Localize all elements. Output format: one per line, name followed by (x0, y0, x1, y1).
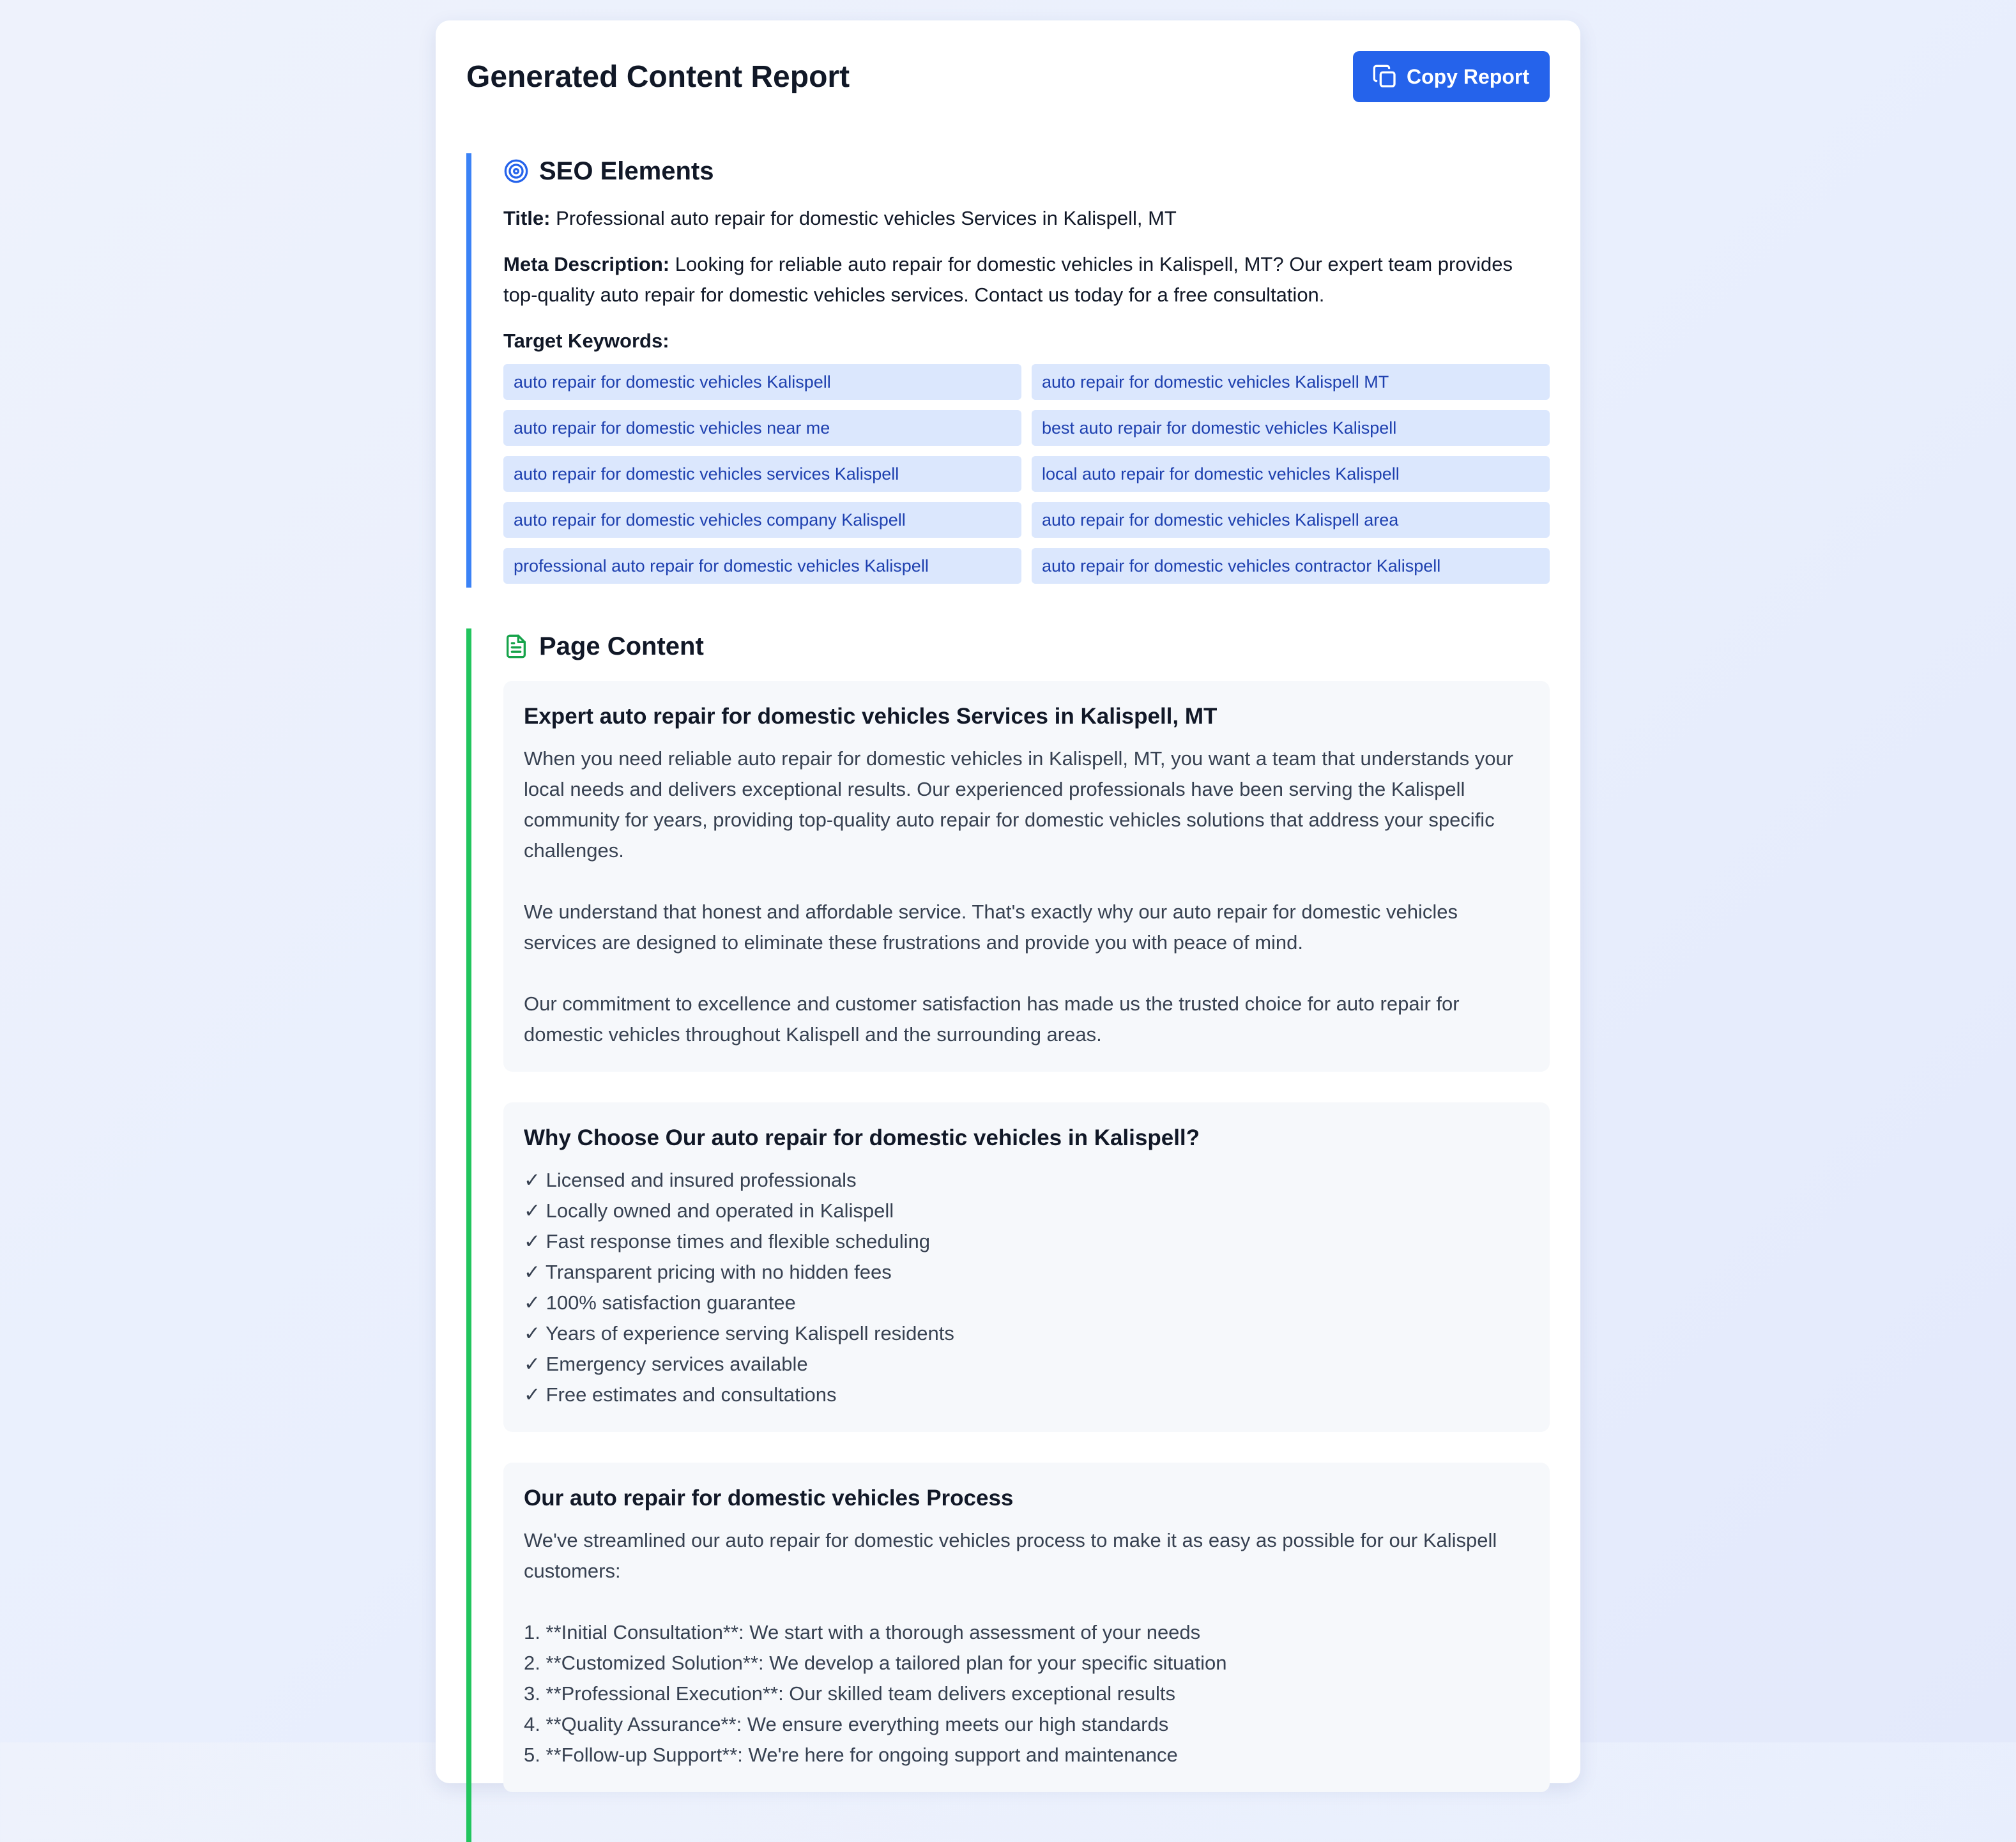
intro-heading: Expert auto repair for domestic vehicles Services in Kalispell, MT (524, 704, 1218, 729)
seo-section (466, 153, 1550, 588)
list-item: ✓ Free estimates and consultations (524, 1383, 837, 1406)
intro-paragraph: We understand that honest and affordable service. That's exactly why our auto repair for domestic vehicles services are designed to eliminate these frustrations and provide you with peace of mind. (524, 901, 1458, 954)
keyword-tag: professional auto repair for domestic vehicles Kalispell (503, 548, 1021, 584)
why-choose-block (503, 1102, 1550, 1432)
keyword-tag: auto repair for domestic vehicles Kalispell (503, 364, 1021, 400)
keywords-label: Target Keywords: (503, 330, 669, 352)
seo-section-title: SEO Elements (539, 156, 714, 185)
keywords-grid (503, 364, 1550, 584)
process-block (503, 1463, 1550, 1792)
list-item: ✓ 100% satisfaction guarantee (524, 1291, 796, 1314)
list-item: ✓ Fast response times and flexible scheduling (524, 1230, 930, 1252)
keyword-tag: auto repair for domestic vehicles company Kalispell (503, 502, 1021, 538)
process-intro: We've streamlined our auto repair for domestic vehicles process to make it as easy as possible for our Kalispell customers: (524, 1529, 1497, 1582)
keyword-tag: best auto repair for domestic vehicles Kalispell (1032, 410, 1550, 446)
process-heading: Our auto repair for domestic vehicles Process (524, 1486, 1014, 1511)
list-item: ✓ Years of experience serving Kalispell residents (524, 1322, 954, 1344)
keyword-tag: auto repair for domestic vehicles near me (503, 410, 1021, 446)
seo-title-line (503, 203, 1550, 234)
seo-title-label: Title: (503, 207, 551, 229)
list-item: 3. **Professional Execution**: Our skilled team delivers exceptional results (524, 1682, 1176, 1705)
keyword-tag: auto repair for domestic vehicles contractor Kalispell (1032, 548, 1550, 584)
content-section (466, 628, 1550, 1842)
keyword-tag: auto repair for domestic vehicles services Kalispell (503, 456, 1021, 492)
intro-block (503, 681, 1550, 1072)
intro-paragraph: Our commitment to excellence and customer satisfaction has made us the trusted choice for auto repair for domestic vehicles throughout Kalispell and the surrounding areas. (524, 993, 1460, 1046)
keyword-tag: local auto repair for domestic vehicles Kalispell (1032, 456, 1550, 492)
document-icon (503, 634, 529, 659)
list-item: 1. **Initial Consultation**: We start with a thorough assessment of your needs (524, 1621, 1201, 1643)
list-item: ✓ Licensed and insured professionals (524, 1169, 857, 1191)
intro-paragraph: When you need reliable auto repair for domestic vehicles in Kalispell, MT, you want a team that understands your local needs and delivers exceptional results. Our experienced professionals have been serving the Kalispell community for years, providing top-quality auto repair for domestic vehicles solutions that address your specific challenges. (524, 747, 1514, 862)
target-icon (503, 158, 529, 184)
seo-meta-value: Looking for reliable auto repair for domestic vehicles in Kalispell, MT? Our expert team provides top-quality auto repair for domestic vehicles services. Contact us today for a free consultation. (503, 253, 1513, 306)
content-section-header (503, 628, 1550, 664)
content-section-title: Page Content (539, 632, 704, 660)
seo-meta-label: Meta Description: (503, 253, 670, 275)
keyword-tag: auto repair for domestic vehicles Kalispell MT (1032, 364, 1550, 400)
report-header (466, 51, 1550, 102)
why-choose-heading: Why Choose Our auto repair for domestic vehicles in Kalispell? (524, 1125, 1200, 1150)
seo-section-header (503, 153, 1550, 189)
list-item: ✓ Locally owned and operated in Kalispell (524, 1199, 894, 1222)
copy-report-button[interactable] (1353, 51, 1550, 102)
seo-meta-line (503, 249, 1550, 310)
list-item: ✓ Emergency services available (524, 1353, 808, 1375)
seo-title-value: Professional auto repair for domestic vehicles Services in Kalispell, MT (556, 207, 1177, 229)
list-item: 2. **Customized Solution**: We develop a tailored plan for your specific situation (524, 1652, 1227, 1674)
list-item: 5. **Follow-up Support**: We're here for ongoing support and maintenance (524, 1744, 1178, 1766)
copy-icon (1372, 64, 1398, 89)
list-item: 4. **Quality Assurance**: We ensure everything meets our high standards (524, 1713, 1169, 1735)
why-choose-list (524, 1165, 1529, 1410)
copy-report-label: Copy Report (1407, 65, 1529, 88)
page-title: Generated Content Report (466, 59, 850, 94)
list-item: ✓ Transparent pricing with no hidden fees (524, 1261, 892, 1283)
keyword-tag: auto repair for domestic vehicles Kalispell area (1032, 502, 1550, 538)
report-card (436, 20, 1580, 1783)
process-steps (524, 1617, 1529, 1770)
